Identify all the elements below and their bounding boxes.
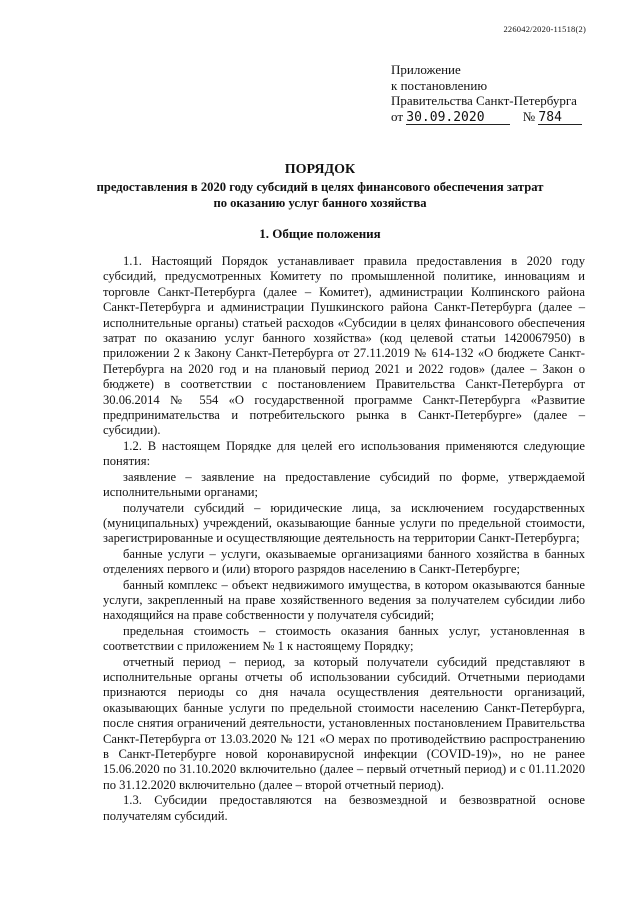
paragraph: 1.3. Субсидии предоставляются на безвозмездной и безвозвратной основе получателям субсидий.	[103, 793, 585, 823]
appendix-block	[391, 62, 582, 125]
document-id: 226042/2020-11518(2)	[503, 24, 586, 34]
from-label: от	[391, 108, 404, 124]
paragraph: банный комплекс – объект недвижимого имущества, в котором оказываются банные услуги, закрепленный на праве хозяйственного ведения за получателем субсидии либо находящийся на праве собственности у получателя субсидий;	[103, 577, 585, 623]
paragraph: предельная стоимость – стоимость оказания банных услуг, установленная в соответствии с приложением № 1 к настоящему Порядку;	[103, 623, 585, 654]
resolution-date: 30.09.2020	[406, 111, 510, 125]
paragraph: банные услуги – услуги, оказываемые организациями банного хозяйства в банных отделениях первого и (или) второго разрядов населению в Санкт-Петербурге;	[103, 546, 585, 577]
paragraph: 1.1. Настоящий Порядок устанавливает правила предоставления в 2020 году субсидий, предусмотренных Комитету по промышленной политике, инновациям и торговле Санкт-Петербурга (далее – Комитет), администрации Колпинского района Санкт-Петербурга и администрации Пушкинского района Санкт-Петербурга (далее – исполнительные органы) статьей расходов «Субсидии в целях финансового обеспечения затрат по оказанию услуг банного хозяйства» (код целевой статьи 1420067950) в приложении 2 к Закону Санкт-Петербурга от 27.11.2019 № 614-132 «О бюджете Санкт-Петербурга на 2020 год и на плановый период 2021 и 2022 годов» (далее – Закон о бюджете) в соответствии с постановлением Правительства Санкт-Петербурга от 30.06.2014 № 554 «О государственной программе Санкт-Петербурга «Развитие предпринимательства и потребительского рынка в Санкт-Петербурге» (далее – субсидии).	[103, 254, 585, 438]
document-body	[103, 254, 585, 824]
appendix-date-number-line	[391, 109, 582, 125]
document-subtitle-line: по оказанию услуг банного хозяйства	[213, 196, 427, 210]
section-heading: 1. Общие положения	[259, 226, 381, 241]
appendix-line: Приложение	[391, 62, 461, 77]
number-label: №	[522, 108, 536, 124]
appendix-line: Правительства Санкт-Петербурга	[391, 93, 577, 108]
paragraph: получатели субсидий – юридические лица, за исключением государственных (муниципальных) учреждений, оказывающие банные услуги по предельной стоимости, зарегистрированные и осуществляющие деятельность на территории Санкт-Петербурга;	[103, 500, 585, 546]
paragraph: заявление – заявление на предоставление субсидий по форме, утверждаемой исполнительными органами;	[103, 469, 585, 500]
paragraph: отчетный период – период, за который получатели субсидий представляют в исполнительные органы отчеты об использовании субсидий. Отчетными периодами признаются периоды со дня начала осуществления деятельности организаций, оказывающих банные услуги по предельной стоимости населению Санкт-Петербурга, после снятия ограничений деятельности, установленных постановлением Правительства Санкт-Петербурга от 13.03.2020 № 121 «О мерах по противодействию распространению в Санкт-Петербурге новой коронавирусной инфекции (COVID-19)», но не ранее 15.06.2020 по 31.10.2020 включительно (далее – первый отчетный период) и с 01.11.2020 по 31.12.2020 включительно (далее – второй отчетный период).	[103, 654, 585, 792]
appendix-line: к постановлению	[391, 77, 488, 93]
resolution-number: 784	[538, 111, 582, 125]
document-subtitle-line: предоставления в 2020 году субсидий в целях финансового обеспечения затрат	[96, 180, 544, 194]
document-title: ПОРЯДОК	[284, 162, 356, 177]
paragraph: 1.2. В настоящем Порядке для целей его использования применяются следующие понятия:	[103, 438, 585, 469]
